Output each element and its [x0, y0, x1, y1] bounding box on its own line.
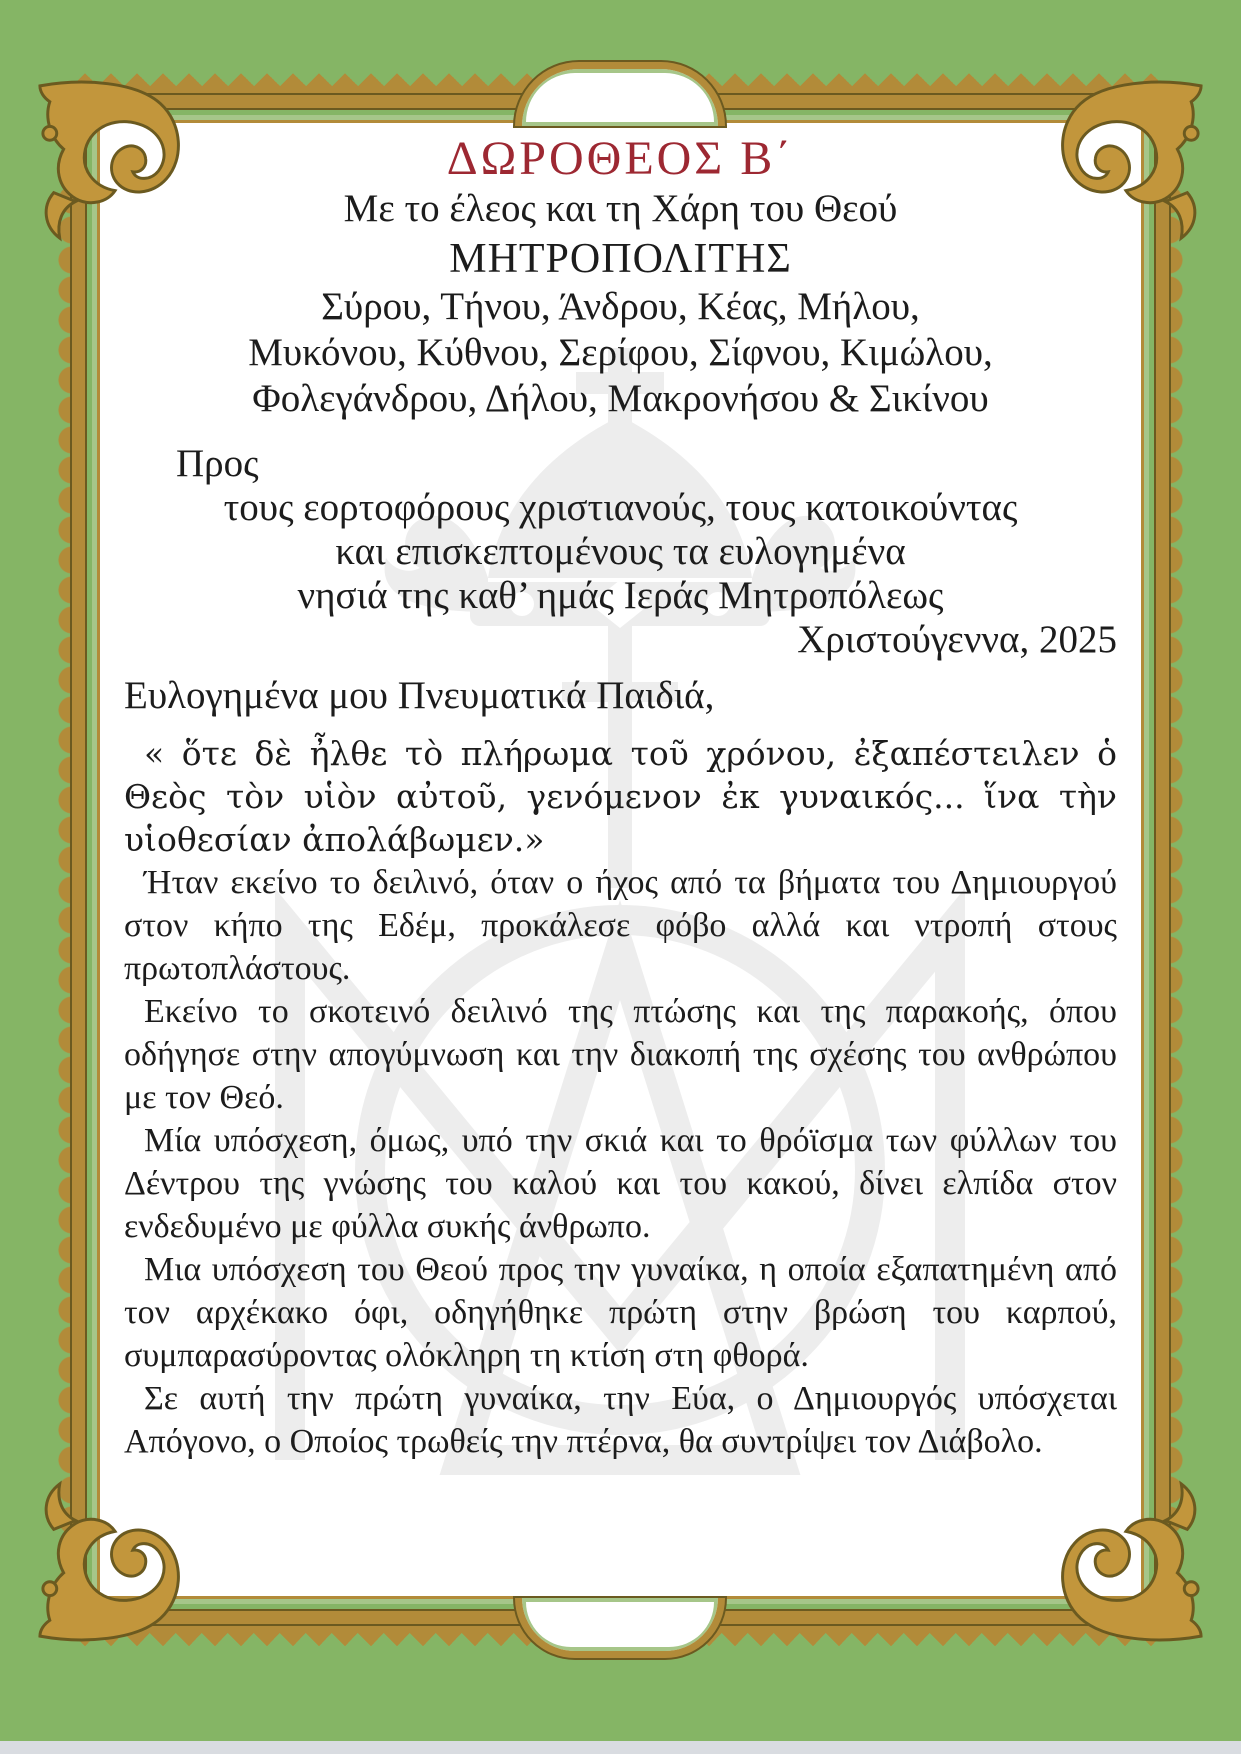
address-line-3: νησιά της καθ’ ημάς Ιεράς Μητροπόλεως	[297, 574, 944, 617]
body-paragraph: Ήταν εκείνο το δειλινό, όταν ο ήχος από τα βήματα του Δημιουργού στον κήπο της Εδέμ, προκάλεσε φόβο αλλά και ντροπή στους πρωτοπλάστους.	[124, 864, 1117, 987]
address-line-1: τους εορτοφόρους χριστιανούς, τους κατοικούντας	[223, 486, 1018, 529]
grace-line: Με το έλεος και τη Χάρη του Θεού	[343, 187, 898, 230]
address-line-2: και επισκεπτομένους τα ευλογημένα	[335, 530, 906, 573]
metropolitan-name-title: ΔΩΡΟΘΕΟΣ Β΄	[446, 132, 795, 185]
salutation-line: Ευλογημένα μου Πνευματικά Παιδιά,	[124, 674, 715, 717]
body-paragraph: Μία υπόσχεση, όμως, υπό την σκιά και το θρόϊσμα των φύλλων του Δέντρου της γνώσης του καλού και του κακού, δίνει ελπίδα στον ενδεδυμένο με φύλλα συκής άνθρωπο.	[124, 1122, 1117, 1245]
date-line: Χριστούγεννα, 2025	[797, 618, 1117, 661]
corner-flourish-bottom-right	[1039, 1478, 1207, 1646]
frame-lace-fringe-right	[1169, 95, 1191, 1624]
letter-content	[104, 124, 1137, 1594]
screenshot-bottom-edge	[0, 1741, 1241, 1754]
office-title-line: ΜΗΤΡΟΠΟΛΙΤΗΣ	[449, 236, 792, 282]
corner-flourish-top-left	[34, 76, 202, 244]
scripture-quote-paragraph: « ὅτε δὲ ἦλθε τὸ πλήρωμα τοῦ χρόνου, ἐξαπέστειλεν ὁ Θεὸς τὸν υἱὸν αὐτοῦ, γενόμενον ἐκ γυναικός... ἵνα τὴν υἱοθεσίαν ἀπολάβωμεν.»	[124, 734, 1117, 859]
frame-bottom-arch	[515, 1598, 725, 1658]
sees-line-2: Μυκόνου, Κύθνου, Σερίφου, Σίφνου, Κιμώλου,	[248, 331, 993, 374]
corner-flourish-top-right	[1039, 76, 1207, 244]
body-paragraph: Σε αυτή την πρώτη γυναίκα, την Εύα, ο Δημιουργός υπόσχεται Απόγονο, ο Οποίος τρωθείς την πτέρνα, θα συντρίψει τον Διάβολο.	[124, 1380, 1117, 1460]
address-to-label: Προς	[176, 442, 259, 485]
letter-body	[124, 732, 1117, 1463]
corner-flourish-bottom-left	[34, 1478, 202, 1646]
frame-lace-fringe-left	[50, 95, 72, 1624]
body-paragraph: Μια υπόσχεση του Θεού προς την γυναίκα, η οποία εξαπατημένη από τον αρχέκακο όφι, οδηγήθηκε πρώτη στην βρώση του καρπού, συμπαρασύροντας ολόκληρη τη κτίση στη φθορά.	[124, 1251, 1117, 1374]
frame-top-arch	[515, 62, 725, 126]
body-paragraph: Εκείνο το σκοτεινό δειλινό της πτώσης και της παρακοής, όπου οδήγησε στην απογύμνωση και την διακοπή της σχέσης του ανθρώπου με τον Θεό.	[124, 993, 1117, 1116]
sees-line-1: Σύρου, Τήνου, Άνδρου, Κέας, Μήλου,	[321, 285, 920, 328]
sees-line-3: Φολεγάνδρου, Δήλου, Μακρονήσου & Σικίνου	[252, 377, 989, 420]
